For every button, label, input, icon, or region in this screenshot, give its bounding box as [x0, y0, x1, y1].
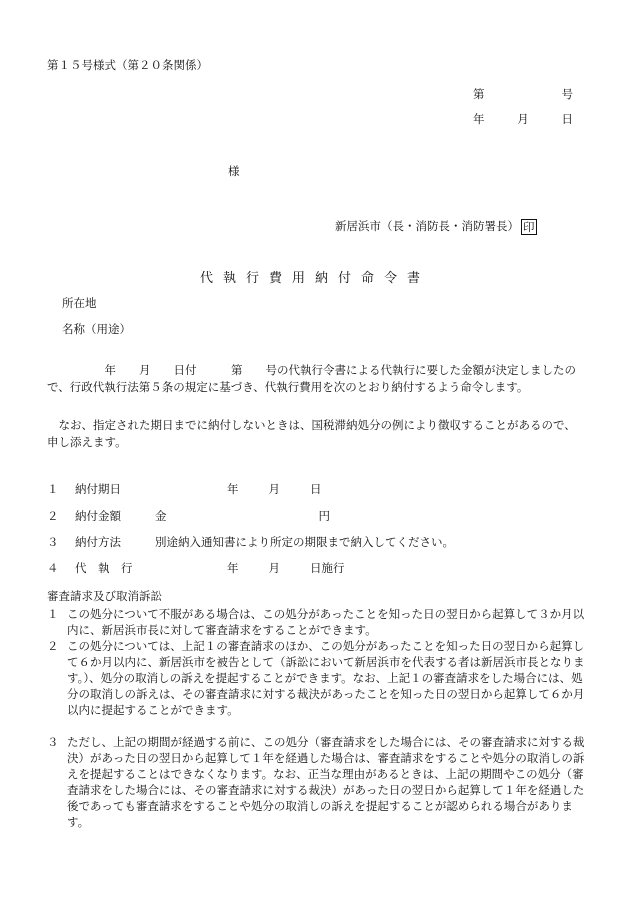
- appeal-number: １: [47, 607, 59, 621]
- appeal-text: ただし、上記の期間が経過する前に、この処分（審査請求をした場合には、その審査請求に対する裁決）があった日の翌日から起算して１年を経過した場合は、審査請求をすることや処分の取消しの訴えを提起することはできなくなります。なお、正当な理由があるときは、上記の期間やこの処分（審査請求をした場合には、その審査請求に対する裁決）があった日の翌日から起算して１年を経過した後であっても審査請求をすることや処分の取消しの訴えを提起することが認められる場合があります。: [67, 735, 585, 829]
- item-execution-date: [47, 563, 345, 575]
- body-paragraph-1: 年 月 日付 第 号の代執行令書による代執行に要した金額が決定しましたので、行政代執行法第５条の規定に基づき、代執行費用を次のとおり納付するよう命令します。: [47, 363, 576, 394]
- amount-prefix: 金: [155, 509, 167, 523]
- item-number: １: [47, 482, 59, 496]
- appeal-item-3: [47, 734, 587, 830]
- amount-unit: 円: [318, 509, 330, 523]
- item-value: [155, 563, 345, 575]
- number-suffix: 号: [561, 87, 573, 101]
- item-payment-date: [47, 484, 322, 496]
- appeal-item-1: [47, 606, 587, 638]
- date-year: 年: [227, 482, 239, 496]
- document-date: [473, 114, 573, 126]
- item-number: ４: [47, 561, 59, 575]
- appeal-number: ３: [47, 735, 59, 749]
- item-value: 別途納入通知書により所定の期限まで納入してください。: [155, 535, 454, 549]
- date-day: 日: [561, 112, 573, 126]
- appeal-text: この処分について不服がある場合は、この処分があったことを知った日の翌日から起算して３か月以内に、新居浜市長に対して審査請求をすることができます。: [67, 607, 585, 637]
- item-payment-method: [47, 537, 454, 549]
- document-number: [473, 89, 573, 101]
- item-value: [155, 484, 322, 496]
- number-prefix: 第: [473, 87, 485, 101]
- date-month: 月: [268, 482, 280, 496]
- item-label: 納付金額: [75, 509, 121, 523]
- date-day-executed: 日施行: [310, 561, 345, 575]
- item-label: 代 執 行: [75, 561, 133, 575]
- address-label: 所在地: [62, 296, 97, 310]
- appeal-item-2: [47, 638, 587, 718]
- issuer-name: 新居浜市（長・消防長・消防署長）: [335, 219, 519, 234]
- item-number: ３: [47, 535, 59, 549]
- item-payment-amount: [47, 511, 330, 523]
- date-year: 年: [473, 112, 485, 126]
- item-number: ２: [47, 509, 59, 523]
- issuer: [335, 219, 537, 235]
- date-month: 月: [517, 112, 529, 126]
- item-value: [155, 511, 330, 523]
- appeal-text: この処分については、上記１の審査請求のほか、この処分があったことを知った日の翌日から起算して６か月以内に、新居浜市を被告として（訴訟において新居浜市を代表する者は新居浜市長となります。）、処分の取消しの訴えを提起することができます。なお、上記１の審査請求をした場合には、処分の取消しの訴えは、その審査請求に対する裁決があったことを知った日の翌日から起算して６か月以内に提起することができます。: [67, 639, 585, 717]
- addressee-suffix: 様: [228, 164, 240, 178]
- date-day: 日: [310, 482, 322, 496]
- item-label: 納付期日: [75, 482, 121, 496]
- document-title: 代執行費用納付命令書: [199, 271, 430, 286]
- date-month: 月: [268, 561, 280, 575]
- appeal-section-title: 審査請求及び取消訴訟: [47, 589, 162, 603]
- body-paragraph-2: なお、指定された期日までに納付しないときは、国税滞納処分の例により徴収することがあるので、申し添えます。: [47, 418, 576, 449]
- seal-mark: 印: [523, 220, 535, 234]
- item-label: 納付方法: [75, 535, 121, 549]
- name-label: 名称（用途）: [62, 322, 131, 336]
- form-label: 第１５号様式（第２０条関係）: [47, 58, 208, 72]
- appeal-number: ２: [47, 639, 59, 653]
- date-year: 年: [227, 561, 239, 575]
